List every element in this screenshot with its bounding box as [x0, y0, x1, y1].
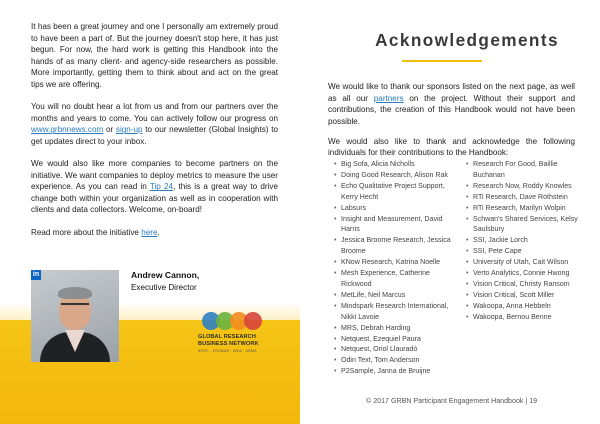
- list-item: • Doing Good Research, Alison Rak: [334, 171, 454, 182]
- list-item: • Schwan's Shared Services, Kelsy Saulsbury: [466, 215, 586, 237]
- title-underline: [402, 60, 482, 62]
- logo-text-line2: BUSINESS NETWORK: [198, 341, 259, 347]
- grbn-logo: [198, 310, 268, 356]
- text-segment: or: [103, 125, 116, 135]
- text-segment: to our newsletter (Global Insights) to get updates direct to your inbox.: [31, 125, 278, 146]
- partners-link[interactable]: partners: [373, 93, 404, 103]
- text-segment: , this is a great way to drive change both within your organization as well as in cooperation with clients and data collectors. Welcome, on-board!: [31, 182, 278, 215]
- text-segment: We would also like more companies to become partners on the initiative. We want companies to deploy metrics to measure the user experience. As you can read in: [31, 159, 278, 192]
- list-item: • Wakoopa, Bernou Benne: [466, 313, 586, 324]
- paragraph-partners-call: [31, 158, 278, 216]
- text-segment: We would like to thank our sponsors listed on the next page, as well as all our: [328, 82, 575, 103]
- left-text-block: [31, 21, 278, 250]
- list-item: • Big Sofa, Alicia Nicholls: [334, 160, 454, 171]
- intro-individuals-paragraph: We would also like to thank and acknowledge the following individuals for their contributions to the Handbook:: [328, 136, 575, 157]
- list-item: • Netquest, Ezequiel Paura: [334, 335, 454, 346]
- list-item: • Verto Analytics, Connie Hwong: [466, 269, 586, 280]
- list-item: • MetLife, Neil Marcus: [334, 291, 454, 302]
- signature-name: Andrew Cannon,: [131, 270, 200, 280]
- list-item: • SSI, Jackie Lorch: [466, 236, 586, 247]
- logo-text-line1: GLOBAL RESEARCH: [198, 334, 256, 340]
- grbnnews-link[interactable]: www.grbnnews.com: [31, 125, 104, 135]
- linkedin-icon[interactable]: in: [32, 271, 40, 278]
- list-item: • RTi Research, Dave Rothstein: [466, 193, 586, 204]
- list-item: • Research For Good, Baillie Buchanan: [466, 160, 586, 182]
- list-item: • Netquest, Oriol Llauradó: [334, 345, 454, 356]
- list-item: • MRS, Debrah Harding: [334, 324, 454, 335]
- contributors-column-1: [334, 160, 454, 378]
- logo-tagline: APRC · ESOMAR · ARIA · ARMA: [198, 349, 257, 353]
- logo-globe-icon: [202, 310, 264, 332]
- page-footer: © 2017 GRBN Participant Engagement Handbook | 19: [366, 397, 538, 405]
- list-item: • Insight and Measurement, David Harris: [334, 215, 454, 237]
- text-segment: Read more about the initiative: [31, 228, 142, 238]
- list-item: • University of Utah, Cait Wilson: [466, 258, 586, 269]
- list-item: • Echo Qualitative Project Support, Kerry Hecht: [334, 182, 454, 204]
- photo-glasses: [61, 303, 89, 310]
- list-item: • Odin Text, Tom Anderson: [334, 356, 454, 367]
- text-segment: .: [157, 228, 160, 238]
- paragraph-read-more: [31, 227, 278, 239]
- list-item: • SSI, Pete Cape: [466, 247, 586, 258]
- paragraph-journey: [31, 21, 278, 90]
- list-item: • KNow Research, Katrina Noelle: [334, 258, 454, 269]
- here-link[interactable]: here: [141, 228, 158, 238]
- list-item: • Labsurs: [334, 204, 454, 215]
- paragraph-follow-progress: [31, 101, 278, 147]
- list-item: • Research Now, Roddy Knowles: [466, 182, 586, 193]
- acknowledgements-intro: [328, 81, 575, 167]
- list-item: • Jessica Broome Research, Jessica Broome: [334, 236, 454, 258]
- list-item: • P2Sample, Janna de Bruijne: [334, 367, 454, 378]
- signature-role: Executive Director: [131, 283, 197, 292]
- list-item: • Wakoopa, Anna Hebbeln: [466, 302, 586, 313]
- paragraph-journey-text: It has been a great journey and one I personally am extremely proud to have been a part of. But the journey doesn't stop here, it has just begun. For now, the hard work is getting this Handbook into the hands of as many client- and agency-side researchers as possible. More importantly, getting them to think about and act on the great tips we are offering.: [31, 22, 278, 89]
- list-item: • Vision Critical, Christy Ransom: [466, 280, 586, 291]
- tip-24-link[interactable]: Tip 24: [149, 182, 174, 192]
- page-title: Acknowledgements: [375, 30, 559, 50]
- portrait-photo: [31, 270, 119, 362]
- logo-circle-red: [244, 312, 262, 330]
- list-item: • Mindspark Research International, Nikki Lavoie: [334, 302, 454, 324]
- list-item: • Vision Critical, Scott Miller: [466, 291, 586, 302]
- list-item: • Mesh Experience, Catherine Rickwood: [334, 269, 454, 291]
- photo-hair: [58, 287, 92, 299]
- list-item: • RTi Research, Marilyn Wolpin: [466, 204, 586, 215]
- intro-sponsors-paragraph: [328, 81, 575, 127]
- contributors-column-2: [466, 160, 586, 324]
- text-segment: on the project. Without their support and contributions, the creation of this Handbook would not have been possible.: [328, 93, 575, 126]
- sign-up-link[interactable]: sign-up: [115, 125, 143, 135]
- text-segment: You will no doubt hear a lot from us and from our partners over the months and years to come. You can actively follow our progress on: [31, 102, 278, 123]
- right-page: [300, 0, 600, 424]
